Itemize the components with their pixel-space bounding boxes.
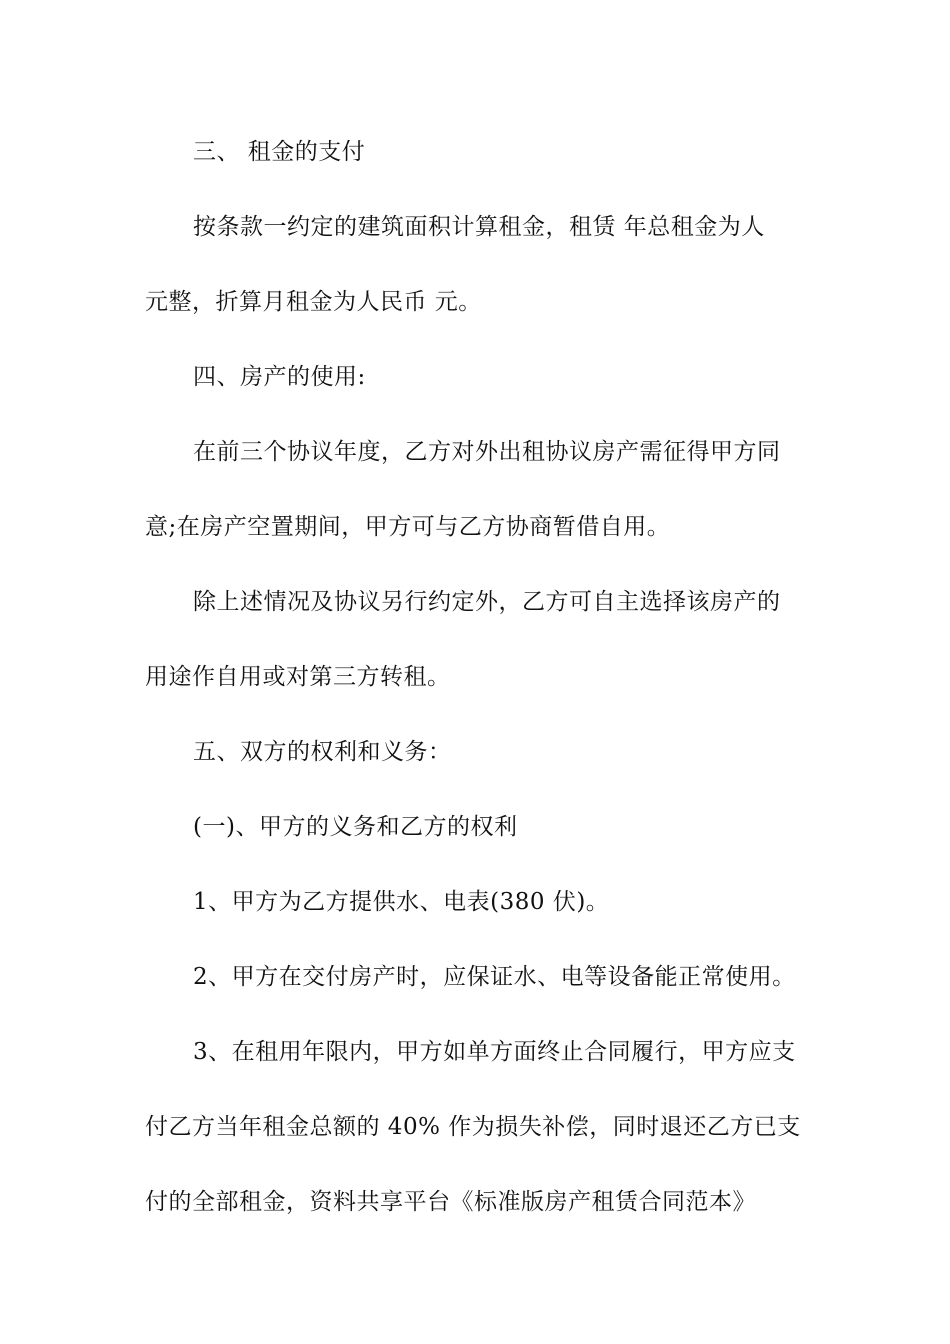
list-item: 1、甲方为乙方提供水、电表(380 伏)。: [193, 889, 610, 915]
paragraph-line: 除上述情况及协议另行约定外，乙方可自主选择该房产的: [193, 589, 781, 615]
section-heading-rights-obligations: 五、双方的权利和义务：: [193, 739, 452, 765]
paragraph-line: 付乙方当年租金总额的 40% 作为损失补偿，同时退还乙方已支: [145, 1114, 801, 1140]
list-item: 2、甲方在交付房产时，应保证水、电等设备能正常使用。: [193, 964, 796, 990]
paragraph-line: 元整，折算月租金为人民币 元。: [145, 289, 482, 315]
section-heading-rent-payment: 三、 租金的支付: [193, 139, 366, 165]
section-heading-property-use: 四、房产的使用:: [193, 364, 366, 390]
paragraph-line: 付的全部租金，资料共享平台《标准版房产租赁合同范本》: [145, 1189, 756, 1215]
paragraph-line: 用途作自用或对第三方转租。: [145, 664, 451, 690]
subsection-heading: (一)、甲方的义务和乙方的权利: [193, 814, 518, 840]
list-item: 3、在租用年限内，甲方如单方面终止合同履行，甲方应支: [193, 1039, 796, 1065]
paragraph-line: 按条款一约定的建筑面积计算租金，租赁 年总租金为人: [193, 214, 765, 240]
paragraph-line: 意;在房产空置期间，甲方可与乙方协商暂借自用。: [145, 514, 671, 540]
paragraph-line: 在前三个协议年度，乙方对外出租协议房产需征得甲方同: [193, 439, 781, 465]
